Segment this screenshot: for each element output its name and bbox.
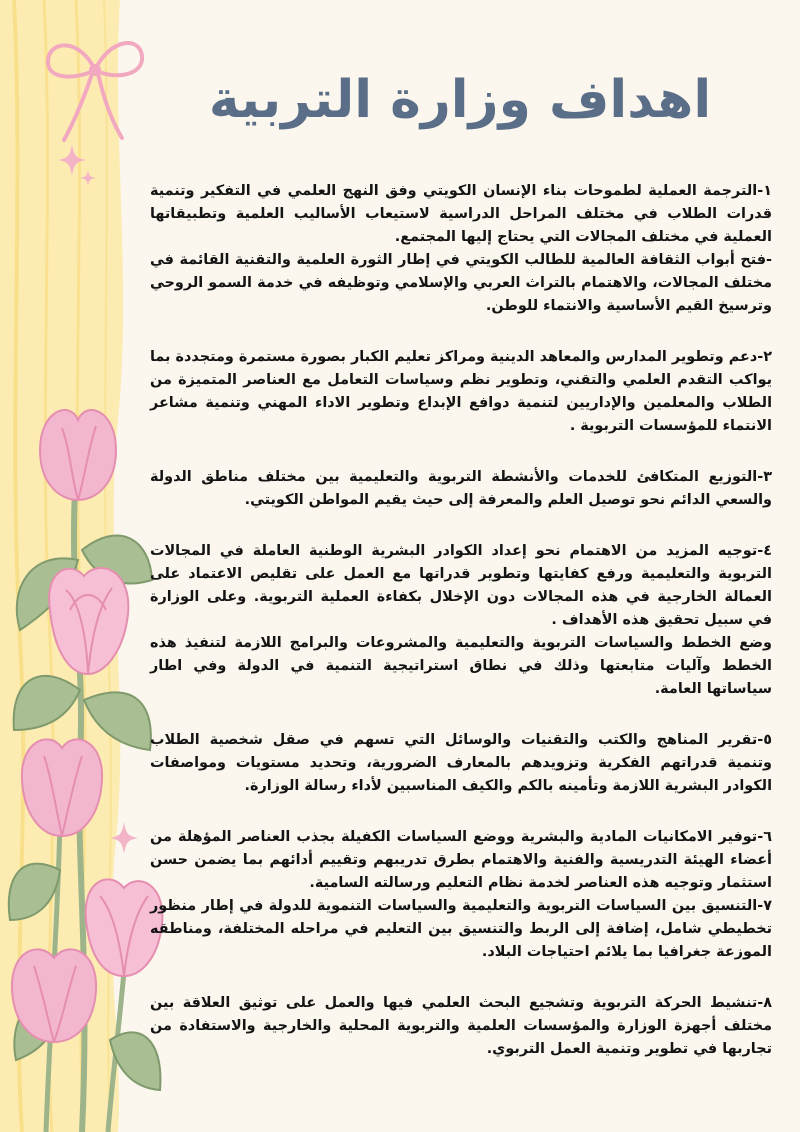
goal-text: ٧-التنسيق بين السياسات التربوية والتعليمية والسياسات التنموية للدولة في إطار منظور تخطيطي شامل، إضافة إلى الربط والتنسيق بين التعليم في مراحله المختلفة، ومناطقه الموزعة جغرافيا بما يلائم احتياجات البلاد. xyxy=(150,898,772,960)
goals-content xyxy=(150,180,772,1089)
tulip-flower-icon xyxy=(40,410,116,500)
tulip-flower-icon xyxy=(49,568,128,674)
goal-paragraph-4 xyxy=(150,540,772,701)
goal-text: ٣-التوزيع المتكافئ للخدمات والأنشطة التربوية والتعليمية بين مختلف مناطق الدولة والسعي الدائم نحو توصيل العلم والمعرفة إلى حيث يقيم المواطن الكويتي. xyxy=(150,469,772,508)
tulip-flower-icon xyxy=(12,949,96,1042)
goal-text: ٦-توفير الامكانيات المادية والبشرية ووضع السياسات الكفيلة بجذب العناصر المؤهلة من أعضاء الهيئة التدريسية والفنية والاهتمام بطرق تدريبهم وتقييم أدائهم بما يضمن حسن استثمار وتوجيه هذه العناصر لخدمة نظام التعليم ورسالته السامية. xyxy=(150,829,772,891)
ribbon-bow-icon xyxy=(40,28,150,148)
goal-paragraph-2 xyxy=(150,346,772,438)
goal-text: ٤-توجيه المزيد من الاهتمام نحو إعداد الكوادر البشرية الوطنية العاملة في المجالات التربوية والتعليمية ورفع كفايتها وتطوير قدراتها مع العمل على تقليص الاعتماد على العمالة الخارجية في هذه المجالات دون الإخلال بكفاءة العملية التربوية. وعلى الوزارة في سبيل تحقيق هذه الأهداف . xyxy=(150,543,772,628)
sparkle-icon xyxy=(58,140,98,190)
goal-text: ٥-تقرير المناهج والكتب والتقنيات والوسائل التي تسهم في صقل شخصية الطلاب وتنمية قدراتهم الفكرية وتزويدهم بالمعارف الضرورية، وتحديد مستويات ومواصفات الكوادر البشرية اللازمة وتأمينه بالكم والكيف المناسبين لأداء رسالة الوزارة. xyxy=(150,732,772,794)
goal-paragraph-3 xyxy=(150,466,772,512)
goal-text: -فتح أبواب الثقافة العالمية للطالب الكويتي في إطار الثورة العلمية والتقنية القائمة في مختلف المجالات، والاهتمام بالتراث العربي والإسلامي وتوظيفه في خدمة السمو الروحي وترسيخ القيم الأساسية والانتماء للوطن. xyxy=(150,252,772,314)
tulip-flower-icon xyxy=(22,739,102,836)
goal-paragraph-8 xyxy=(150,992,772,1061)
page-title: اهداف وزارة التربية xyxy=(208,70,712,130)
goal-paragraph-6 xyxy=(150,826,772,964)
tulip-bouquet-decoration xyxy=(0,400,170,1132)
goal-text: ١-الترجمة العملية لطموحات بناء الإنسان الكويتي وفق النهج العلمي في التفكير وتنمية قدرات الطلاب في مختلف المراحل الدراسية لاستيعاب الأساليب العلمية وتطبيقاتها العملية في مختلف المجالات التي يحتاج إليها المجتمع. xyxy=(150,183,772,245)
goal-text: ٢-دعم وتطوير المدارس والمعاهد الدينية ومراكز تعليم الكبار بصورة مستمرة ومتجددة بما يواكب التقدم العلمي والتقني، وتطوير نظم وسياسات التعامل مع العناصر المتميزة من الطلاب والمعلمين والإداريين لتنمية دوافع الإبداع وتطوير الاداء المهني وتنمية مشاعر الانتماء للمؤسسات التربوية . xyxy=(150,349,772,434)
goal-paragraph-1 xyxy=(150,180,772,318)
goal-text: ٨-تنشيط الحركة التربوية وتشجيع البحث العلمي فيها والعمل على توثيق العلاقة بين مختلف أجهزة الوزارة والمؤسسات العلمية والتربوية المحلية والخارجية والاستفادة من تجاربها في تطوير وتنمية العمل التربوي. xyxy=(150,995,772,1057)
goal-paragraph-5 xyxy=(150,729,772,798)
goal-text: وضع الخطط والسياسات التربوية والتعليمية والمشروعات والبرامج اللازمة لتنفيذ هذه الخطط وآليات متابعتها وذلك في نطاق استراتيجية التنمية في الدولة وفي اطار سياساتها العامة. xyxy=(150,635,772,697)
